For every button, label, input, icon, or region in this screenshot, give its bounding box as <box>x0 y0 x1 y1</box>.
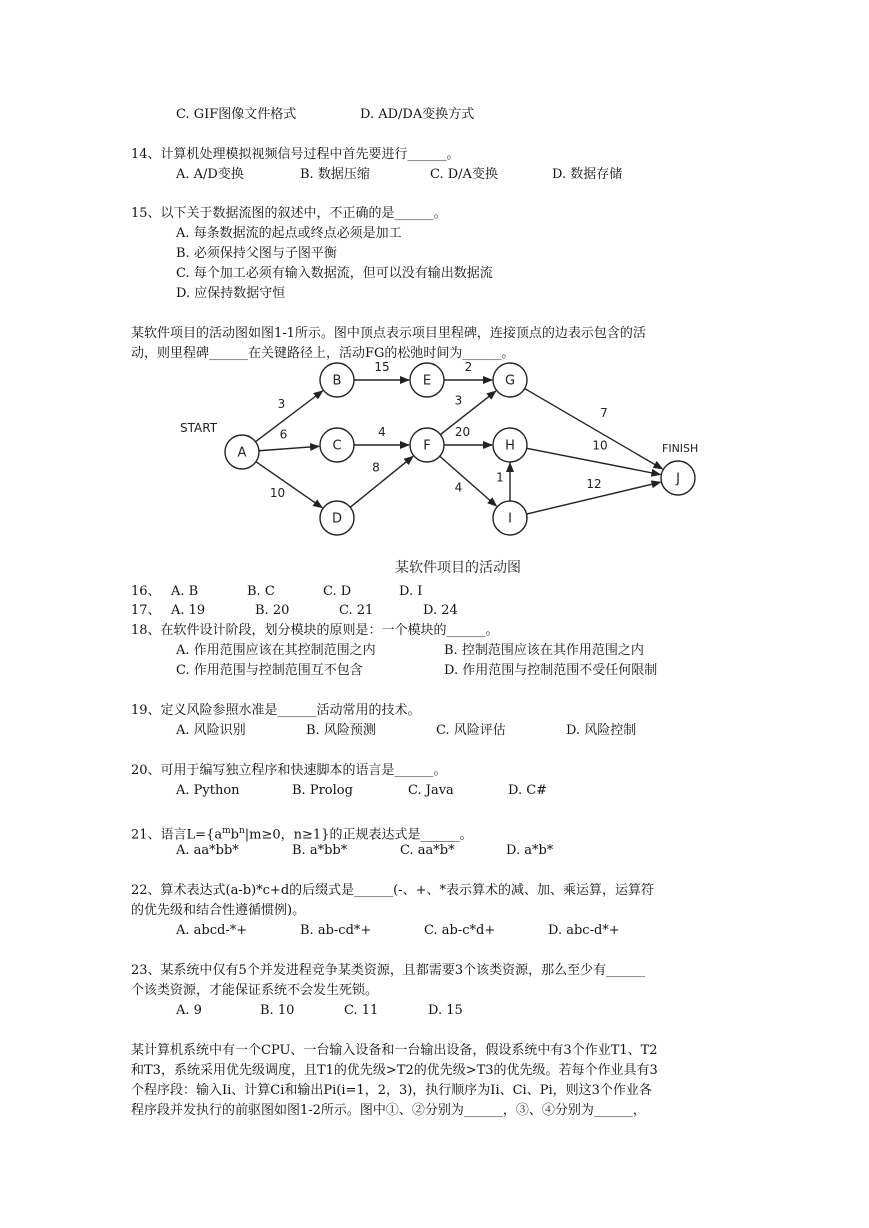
node-h <box>493 428 527 462</box>
node-label: D <box>331 511 343 527</box>
q13-option-d: D. AD/DA变换方式 <box>360 107 475 122</box>
edge-weight-f-h: 20 <box>454 425 471 439</box>
q21-sup-n: n <box>238 826 245 836</box>
q14-option-a: A. A/D变换 <box>176 167 244 182</box>
q14-option-b: B. 数据压缩 <box>300 167 370 182</box>
q13-option-c: C. GIF图像文件格式 <box>176 107 297 122</box>
start-label: START <box>180 421 218 435</box>
q14-option-d: D. 数据存储 <box>552 167 623 182</box>
q23-option-c: C. 11 <box>344 1003 379 1018</box>
q20-option-b: B. Prolog <box>292 783 353 798</box>
q20-option-a: A. Python <box>176 783 240 798</box>
q22-line-1: 22、算术表达式(a-b)*c+d的后缀式是______(-、+、*表示算术的减、加、乘运算，运算符 <box>131 883 655 898</box>
q15-option-d: D. 应保持数据守恒 <box>176 286 286 301</box>
q17-option-b: B. 20 <box>255 603 290 618</box>
q21-option-a: A. aa*bb* <box>176 843 239 858</box>
q23-option-d: D. 15 <box>428 1003 463 1018</box>
node-e <box>410 363 444 397</box>
q22-option-c: C. ab-c*d+ <box>424 923 496 938</box>
q18-option-a: A. 作用范围应该在其控制范围之内 <box>176 643 376 658</box>
q15-option-a: A. 每条数据流的起点或终点必须是加工 <box>176 226 402 241</box>
edge-weight-e-g: 2 <box>464 360 473 374</box>
node-label: J <box>676 471 680 487</box>
edge-f-i <box>440 456 497 506</box>
q16-option-a: A. B <box>171 584 199 599</box>
q16-option-c: C. D <box>323 584 352 599</box>
node-label: A <box>237 445 247 461</box>
edge-weight-h-j: 10 <box>592 438 608 453</box>
intro-2-line-4: 程序段并发执行的前驱图如图1-2所示。图中①、②分别为______，③、④分别为______， <box>131 1103 646 1118</box>
q21-stem <box>131 822 472 844</box>
q17-number: 17、 <box>131 603 161 618</box>
edge-weight-c-f: 4 <box>378 425 386 439</box>
q14-option-c: C. D/A变换 <box>430 167 498 182</box>
q18-option-d: D. 作用范围与控制范围不受任何限制 <box>444 663 658 678</box>
q15-option-c: C. 每个加工必须有输入数据流，但可以没有输出数据流 <box>176 266 493 281</box>
node-label: F <box>423 438 431 454</box>
q21-stem-prefix: 21、语言L={a <box>131 827 223 843</box>
q19-option-d: D. 风险控制 <box>566 723 637 738</box>
q15-stem: 15、以下关于数据流图的叙述中，不正确的是______。 <box>131 206 447 221</box>
edge-weight-f-i: 4 <box>454 480 463 495</box>
node-j <box>661 461 695 495</box>
q22-line-2: 的优先级和结合性遵循惯例)。 <box>131 903 306 918</box>
q19-options <box>176 722 636 740</box>
q23-option-a: A. 9 <box>176 1003 202 1018</box>
q14-options <box>176 166 622 184</box>
q23-line-1: 23、某系统中仅有5个并发进程竞争某类资源，且都需要3个该类资源，那么至少有______ <box>131 963 646 978</box>
node-d <box>320 501 354 535</box>
q21-stem-suffix: |m≥0，n≥1}的正规表达式是______。 <box>244 827 473 843</box>
q19-option-b: B. 风险预测 <box>306 723 376 738</box>
q23-option-b: B. 10 <box>260 1003 295 1018</box>
edge-a-d <box>256 462 322 508</box>
intro-2-line-1: 某计算机系统中有一个CPU、一台输入设备和一台输出设备，假设系统中有3个作业T1、T2 <box>131 1043 658 1058</box>
q18-options-row-1 <box>176 642 644 660</box>
intro-1-line-2: 动，则里程碑______在关键路径上，活动FG的松弛时间为______。 <box>131 346 515 361</box>
node-b <box>320 363 354 397</box>
q13-options <box>176 106 474 124</box>
q20-option-c: C. Java <box>408 783 454 798</box>
edge-d-f <box>350 456 413 507</box>
q20-stem: 20、可用于编写独立程序和快速脚本的语言是______。 <box>131 763 447 778</box>
diagram-caption: 某软件项目的活动图 <box>395 560 521 576</box>
activity-diagram <box>170 360 730 585</box>
edge-weight-a-c: 6 <box>279 427 288 442</box>
intro-1-line-1: 某软件项目的活动图如图1-1所示。图中顶点表示项目里程碑，连接顶点的边表示包含的活 <box>131 326 646 341</box>
intro-2-line-2: 和T3，系统采用优先级调度，且T1的优先级>T2的优先级>T3的优先级。若每个作业具有3 <box>131 1063 658 1078</box>
q18-option-b: B. 控制范围应该在其作用范围之内 <box>444 643 644 658</box>
node-c <box>320 428 354 462</box>
edge-weight-i-j: 12 <box>586 477 602 491</box>
q20-option-d: D. C# <box>508 783 548 798</box>
q17-option-c: C. 21 <box>339 603 374 618</box>
edge-weight-d-f: 8 <box>372 460 380 475</box>
node-label: H <box>505 438 515 454</box>
q19-stem: 19、定义风险参照水准是______活动常用的技术。 <box>131 703 421 718</box>
q16-options <box>131 583 422 601</box>
edge-weight-i-h: 1 <box>496 470 504 485</box>
q18-option-c: C. 作用范围与控制范围互不包含 <box>176 663 363 678</box>
node-g <box>493 363 527 397</box>
edge-weight-f-g: 3 <box>454 393 463 408</box>
edge-weight-g-j: 7 <box>600 406 608 420</box>
q18-options-row-2 <box>176 662 657 680</box>
q14-stem: 14、计算机处理模拟视频信号过程中首先要进行______。 <box>131 147 460 162</box>
q16-number: 16、 <box>131 584 161 599</box>
q21-option-c: C. aa*b* <box>400 843 455 858</box>
q16-option-b: B. C <box>247 584 275 599</box>
edge-weight-a-b: 3 <box>277 397 286 411</box>
diagram-edges <box>256 360 663 514</box>
node-f <box>410 428 444 462</box>
node-label: G <box>504 373 516 389</box>
q22-option-b: B. ab-cd*+ <box>300 923 372 938</box>
q17-options <box>131 602 458 620</box>
q18-stem: 18、在软件设计阶段，划分模块的原则是：一个模块的______。 <box>131 623 499 638</box>
diagram-nodes <box>225 363 695 535</box>
q22-option-a: A. abcd-*+ <box>176 923 248 938</box>
q19-option-a: A. 风险识别 <box>176 723 246 738</box>
q21-stem-mid: b <box>230 827 239 843</box>
q15-option-b: B. 必须保持父图与子图平衡 <box>176 246 337 261</box>
node-label: B <box>332 373 342 389</box>
q20-options <box>176 782 547 800</box>
q21-option-b: B. a*bb* <box>292 843 348 858</box>
q22-option-d: D. abc-d*+ <box>548 923 620 938</box>
edge-a-b <box>256 391 323 442</box>
edge-a-c <box>259 446 319 450</box>
edge-g-j <box>525 389 663 469</box>
q17-option-d: D. 24 <box>423 603 458 618</box>
node-label: I <box>508 511 512 527</box>
edge-weight-b-e: 15 <box>374 360 390 374</box>
q21-sup-m: m <box>222 826 231 836</box>
edge-weight-a-d: 10 <box>269 486 286 500</box>
node-i <box>493 501 527 535</box>
q23-options <box>176 1002 463 1020</box>
q19-option-c: C. 风险评估 <box>436 723 506 738</box>
node-a <box>225 435 259 469</box>
q22-options <box>176 922 620 940</box>
node-label: C <box>332 438 342 454</box>
q21-options <box>176 842 553 860</box>
q16-option-d: D. I <box>399 584 423 599</box>
intro-2-line-3: 个程序段：输入Ii、计算Ci和输出Pi(i=1，2，3)，执行顺序为Ii、Ci、Pi，则这3个作业各 <box>131 1083 652 1098</box>
q21-option-d: D. a*b* <box>506 843 554 858</box>
q17-option-a: A. 19 <box>171 603 206 618</box>
q23-line-2: 个该类资源，才能保证系统不会发生死锁。 <box>131 983 379 998</box>
node-label: E <box>422 373 432 389</box>
finish-label: FINISH <box>662 442 699 455</box>
